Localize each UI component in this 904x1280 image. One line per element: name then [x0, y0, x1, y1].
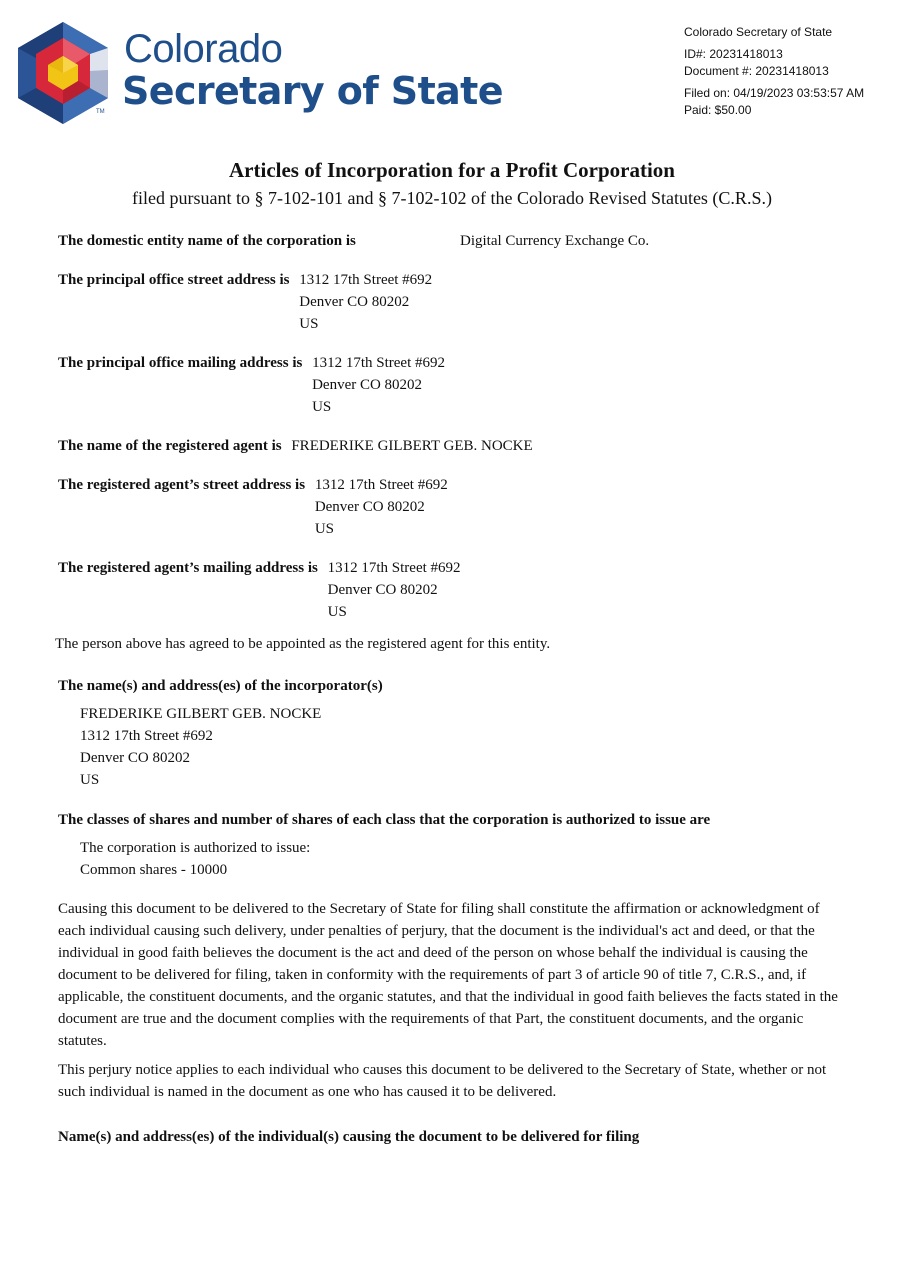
trademark-mark: TM	[96, 109, 105, 115]
shares-heading: The classes of shares and number of shares of each class that the corporation is authorized to issue are	[58, 812, 711, 828]
agent-mailing-value	[328, 557, 461, 623]
address-line: Denver CO 80202	[80, 750, 190, 766]
entity-name-value: Digital Currency Exchange Co.	[460, 233, 650, 249]
registered-agent-name	[58, 435, 533, 457]
registered-agent-mailing-address	[58, 557, 461, 623]
filing-agency: Colorado Secretary of State	[684, 25, 833, 39]
address-line: 1312 17th Street #692	[312, 355, 445, 371]
incorporator-name: FREDERIKE GILBERT GEB. NOCKE	[80, 706, 322, 722]
principal-street-address	[58, 269, 432, 335]
colorado-sos-logo	[16, 20, 503, 128]
perjury-notice-paragraph: This perjury notice applies to each individual who causes this document to be delivered to the Secretary of State, whether or not such individual is named in the document as one who has caused it to be delivered.	[58, 1062, 827, 1100]
logo-word-secretary-of-state: Secretary of State	[122, 69, 503, 113]
address-line: Denver CO 80202	[314, 499, 425, 515]
logo-word-colorado: Colorado	[124, 27, 283, 71]
address-line: Denver CO 80202	[299, 294, 410, 310]
agent-consent-statement: The person above has agreed to be appointed as the registered agent for this entity.	[55, 636, 551, 652]
agent-name-label: The name of the registered agent is	[58, 438, 282, 454]
incorporators-heading: The name(s) and address(es) of the incorporator(s)	[58, 678, 383, 694]
entity-name-label: The domestic entity name of the corporation is	[58, 233, 356, 249]
address-line: US	[299, 316, 319, 332]
agent-mailing-label: The registered agent’s mailing address is	[58, 560, 318, 576]
address-line: 1312 17th Street #692	[314, 477, 448, 493]
shares-common: Common shares - 10000	[80, 862, 228, 878]
agent-name-value: FREDERIKE GILBERT GEB. NOCKE	[291, 438, 533, 454]
filing-fee-paid: Paid: $50.00	[684, 103, 752, 117]
principal-mailing-value	[312, 352, 445, 418]
agent-street-label: The registered agent’s street address is	[58, 477, 306, 493]
address-line: 1312 17th Street #692	[327, 560, 461, 576]
principal-mailing-address	[58, 352, 445, 418]
affirmation-paragraph: Causing this document to be delivered to the Secretary of State for filing shall constitute the affirmation or acknowledgment of each individual causing such delivery, under penalties of perjury, that the document is the individual's act and deed, or that the individual in good faith believes the document is the act and deed of the person on whose behalf the individual is causing the document to be delivered for filing, taken in conformity with the requirements of part 3 of article 90 of title 7, C.R.S., and, if applicable, the constituent documents, and the organic statutes, and that the individual in good faith believes the facts stated in the document are true and the document complies with the requirements of that Part, the constituent documents, and the organic statutes.	[58, 901, 838, 1049]
principal-street-label: The principal office street address is	[58, 272, 290, 288]
address-line: US	[80, 772, 100, 788]
incorporator-block	[80, 703, 321, 791]
address-line: 1312 17th Street #692	[299, 272, 433, 288]
filing-date: Filed on: 04/19/2023 03:53:57 AM	[684, 86, 865, 100]
address-line: US	[327, 604, 347, 620]
registered-agent-street-address	[58, 474, 448, 540]
principal-mailing-label: The principal office mailing address is	[58, 355, 303, 371]
principal-street-value	[299, 269, 432, 335]
document-subtitle: filed pursuant to § 7-102-101 and § 7-102-102 of the Colorado Revised Statutes (C.R.S.)	[132, 188, 772, 208]
causing-individuals-heading: Name(s) and address(es) of the individual(s) causing the document to be delivered for filing	[58, 1129, 640, 1145]
address-line: US	[314, 521, 334, 537]
address-line: US	[312, 399, 332, 415]
shares-block	[80, 837, 310, 881]
filing-id: ID#: 20231418013	[684, 47, 783, 61]
shares-intro: The corporation is authorized to issue:	[80, 840, 311, 856]
filing-document-number: Document #: 20231418013	[684, 64, 829, 78]
address-line: 1312 17th Street #692	[80, 728, 213, 744]
address-line: Denver CO 80202	[312, 377, 423, 393]
filing-stamp	[684, 24, 864, 119]
agent-street-value	[315, 474, 448, 540]
address-line: Denver CO 80202	[327, 582, 438, 598]
document-title: Articles of Incorporation for a Profit Corporation	[229, 158, 675, 182]
